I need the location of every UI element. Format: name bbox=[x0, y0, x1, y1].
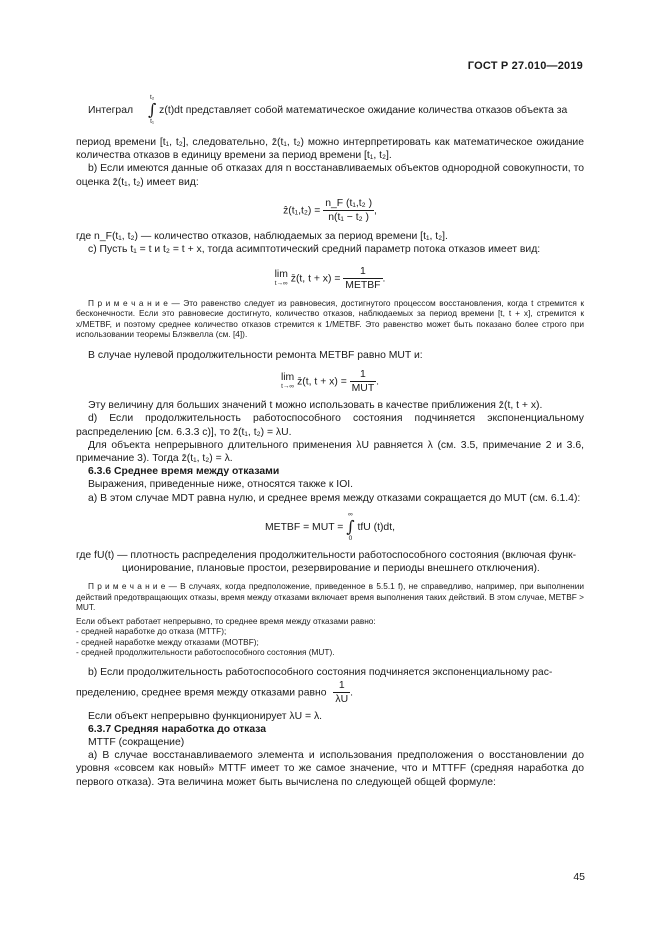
note-2 bbox=[76, 581, 584, 612]
formula-punct: , bbox=[374, 205, 377, 217]
integral-sign bbox=[346, 511, 354, 543]
formula-expression: z̄(t, t + x) = bbox=[290, 273, 341, 285]
formula-lhs: METBF = MUT = bbox=[265, 521, 344, 533]
integral-upper-limit: ∞ bbox=[348, 510, 353, 518]
list-intro: Если объект работает непрерывно, то среднее время между отказами равно: bbox=[76, 615, 376, 626]
paragraph: где n_F(t₁, t₂) — количество отказов, наблюдаемых за период времени [t₁, t₂]. bbox=[76, 231, 448, 243]
page-content bbox=[76, 88, 584, 789]
paragraph-b: b) Если имеются данные об отказах для n восстанавливаемых объектов однородной совокупности, то оценка z̄(t₁, t₂) имеет вид: bbox=[76, 163, 584, 188]
fraction bbox=[333, 679, 350, 706]
formula-metbf-integral bbox=[76, 511, 584, 543]
limit-label: lim bbox=[280, 372, 295, 384]
list-item: - средней наработке между отказами (MOTBF); bbox=[76, 636, 259, 647]
limit-subscript: t→∞ bbox=[281, 383, 295, 391]
integral-symbol: ∫ bbox=[346, 516, 355, 536]
paragraph-continued: ционирование, плановые простои, резервирование и периоды внешнего отключения). bbox=[122, 563, 540, 575]
fraction bbox=[350, 368, 380, 395]
paragraph: В случае нулевой продолжительности ремонта METBF равно MUT и: bbox=[88, 349, 423, 361]
text-fragment: Интеграл bbox=[88, 104, 134, 116]
fraction-denominator: MUT bbox=[351, 383, 375, 395]
page-number: 45 bbox=[573, 871, 585, 883]
paragraph: Если объект непрерывно функционирует λU = λ. bbox=[88, 710, 323, 722]
section-heading-6-3-7: 6.3.7 Средняя наработка до отказа bbox=[88, 723, 267, 735]
limit-label: lim bbox=[274, 268, 288, 280]
note-1 bbox=[76, 298, 584, 340]
paragraph-a: a) В случае восстанавливаемого элемента и использования предположения о восстановлении до уровня «совсем как новый» MTTF имеет то же самое значение, что и MTTFF (средняя наработка до первого отказа). Эта величина может быть вычислена по следующей общей формуле: bbox=[76, 750, 584, 788]
paragraph-d: d) Если продолжительность работоспособного состояния подчиняется экспоненциальному распределению [см. 6.3.3 c)], то z̄(t₁, t₂) = λU. bbox=[76, 413, 584, 438]
paragraph: период времени [t₁, t₂], следовательно, z̄(t₁, t₂) можно интерпретировать как математическое ожидание количества отказов в единицу времени за период времени [t₁, t₂]. bbox=[76, 137, 584, 162]
formula-limit-mut bbox=[76, 368, 584, 395]
list-item: - средней наработке до отказа (MTTF); bbox=[76, 626, 227, 637]
fraction-numerator: 1 bbox=[343, 265, 382, 279]
fraction-denominator: n(t₁ − t₂ ) bbox=[328, 212, 370, 224]
integrand: z(t)dt bbox=[159, 104, 183, 116]
note-label: П р и м е ч а н и е bbox=[88, 581, 166, 592]
limit-subscript: t→∞ bbox=[274, 279, 288, 287]
paragraph: где fU(t) — плотность распределения продолжительности работоспособного состояния (включая функ- bbox=[76, 549, 577, 561]
fraction-denominator: λU bbox=[335, 694, 349, 706]
formula-estimate bbox=[76, 197, 584, 224]
formula-limit-metbf bbox=[76, 265, 584, 292]
integrand: tfU (t)dt, bbox=[357, 521, 395, 533]
paragraph: Эту величину для больших значений t можно использовать в качестве приближения z̄(t, t + x). bbox=[88, 400, 543, 412]
formula-lhs: ẑ(t₁,t₂) = bbox=[283, 205, 321, 217]
note-text: — Это равенство следует из равновесия, достигнутого процессом восстановления, когда t стремится к бесконечности. Если это равновесие достигнуто, количество отказов, наблюдаемых за период времени [t, t + x], стремится к x/METBF, и поэтому среднее количество отказов стремится к 1/METBF. Это равенство может быть показано более строго при использовании теоремы Блэквелла (см. [4]). bbox=[76, 298, 585, 340]
note-label: П р и м е ч а н и е bbox=[88, 298, 168, 309]
document-header: ГОСТ Р 27.010—2019 bbox=[467, 60, 583, 72]
integral-symbol: ∫ bbox=[147, 100, 157, 119]
fraction-denominator: METBF bbox=[345, 279, 381, 291]
limit-operator bbox=[275, 270, 288, 287]
paragraph-c: c) Пусть t₁ = t и t₂ = t + x, тогда асимптотический средний параметр потока отказов имеет вид: bbox=[88, 244, 541, 256]
paragraph-a: a) В этом случае MDT равна нулю, и среднее время между отказами сокращается до MUT (см. 6.1.4): bbox=[88, 492, 581, 504]
formula-expression: z̄(t, t + x) = bbox=[297, 376, 347, 388]
fraction-numerator: n_F (t₁,t₂ ) bbox=[323, 197, 374, 211]
integral-upper-limit: t₂ bbox=[149, 94, 155, 101]
fraction-numerator: 1 bbox=[350, 368, 377, 382]
paragraph-b: b) Если продолжительность работоспособного состояния подчиняется экспоненциальному рас- bbox=[88, 666, 553, 678]
text-fragment: пределению, среднее время между отказами равно bbox=[76, 687, 327, 699]
fraction bbox=[343, 265, 382, 292]
paragraph-continued bbox=[76, 679, 584, 706]
section-heading-6-3-6: 6.3.6 Среднее время между отказами bbox=[88, 466, 280, 478]
formula-punct: . bbox=[382, 273, 386, 285]
paragraph-integral bbox=[76, 94, 584, 126]
text-fragment: представляет собой математическое ожидание количества отказов объекта за bbox=[185, 104, 568, 116]
fraction bbox=[323, 197, 374, 224]
integral-sign bbox=[136, 94, 156, 126]
list-item: - средней продолжительности работоспособного состояния (MUT). bbox=[76, 647, 335, 658]
integral-lower-limit: 0 bbox=[348, 534, 353, 542]
note-text: — В случаях, когда предположение, приведенное в 5.5.1 f), не справедливо, например, при выполнении действий предотвращающих отказы, время между отказами включает время выполнения таких действий. В этом случае, METBF > MUT. bbox=[76, 581, 584, 613]
paragraph: Выражения, приведенные ниже, относятся также к IOI. bbox=[88, 479, 354, 491]
formula-punct: . bbox=[350, 687, 354, 699]
integral-lower-limit: t₁ bbox=[150, 118, 155, 125]
paragraph: MTTF (сокращение) bbox=[88, 736, 185, 748]
paragraph: Для объекта непрерывного длительного применения λU равняется λ (см. 3.5, примечание 2 и 3.6, примечание 3). Тогда z̄(t₁, t₂) = λ. bbox=[76, 439, 584, 465]
limit-operator bbox=[281, 373, 294, 390]
fraction-numerator: 1 bbox=[333, 679, 350, 693]
formula-punct: . bbox=[376, 376, 380, 388]
